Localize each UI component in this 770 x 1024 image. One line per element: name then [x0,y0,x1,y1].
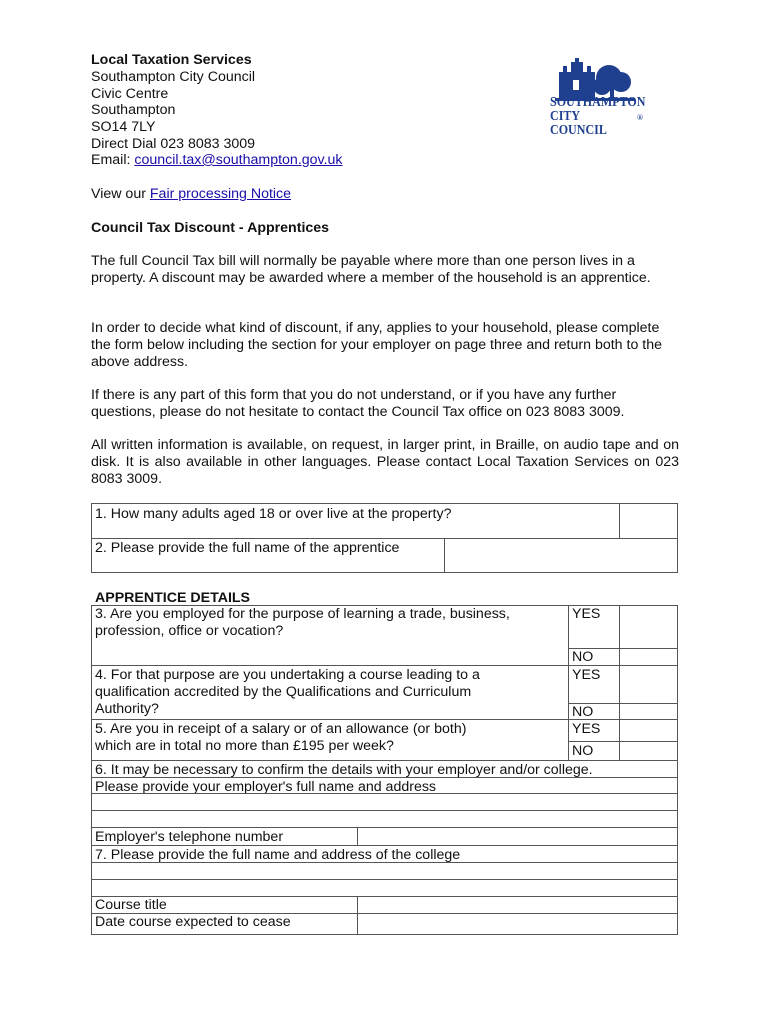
q4-yes-box[interactable] [620,666,677,702]
logo-line-1: SOUTHAMPTON [550,95,646,110]
address-line: Civic Centre [91,86,169,102]
course-end-date-field[interactable] [358,914,677,934]
council-logo [549,52,649,138]
q6-label: 6. It may be necessary to confirm the details with your employer and/or college. [95,762,593,778]
org-name: Local Taxation Services [91,52,252,68]
q3-yes-box[interactable] [620,606,677,647]
q1-label: 1. How many adults aged 18 or over live at the property? [95,506,452,522]
q4-no-label: NO [572,704,594,720]
college-address-field-2[interactable] [92,880,677,895]
paragraph-contact: If there is any part of this form that you do not understand, or if you have any further questions, please do not hesitate to contact the Council Tax office on 023 8083 3009. [91,387,625,420]
row-divider [91,845,678,846]
q3-no-box[interactable] [620,649,677,664]
employer-address-field-2[interactable] [92,811,677,826]
email-link[interactable]: council.tax@southampton.gov.uk [134,152,343,168]
apprentice-details-heading: APPRENTICE DETAILS [95,590,251,606]
course-end-date-label: Date course expected to cease [95,914,291,930]
page-title: Council Tax Discount - Apprentices [91,220,330,236]
q5-yes-box[interactable] [620,720,677,740]
address-line: Southampton City Council [91,69,256,85]
q5-label: 5. Are you in receipt of a salary or of an allowance (or both) [95,721,467,737]
apprentice-name-field[interactable] [445,539,677,572]
q5-no-label: NO [572,743,594,759]
employer-name-address-label: Please provide your employer's full name and address [95,779,437,795]
paragraph-discount: The full Council Tax bill will normally be payable where more than one person lives in a property. A discount may be awarded where a member of the household is an apprentice. [91,253,651,286]
paragraph-accessibility: All written information is available, on request, in larger print, in Braille, on audio tape and on disk. It is also available in other languages. Please contact Local Taxation Services on 023 8083 3009. [91,437,679,487]
q4-label-cont: Authority? [95,701,159,717]
column-divider [568,605,569,760]
employer-phone-label: Employer's telephone number [95,829,284,845]
q3-label: 3. Are you employed for the purpose of learning a trade, business, [95,606,510,622]
q5-yes-label: YES [572,721,601,737]
q4-yes-label: YES [572,667,601,683]
address-line: SO14 7LY [91,119,156,135]
q7-label: 7. Please provide the full name and address of the college [95,847,461,863]
employer-address-field-1[interactable] [92,794,677,809]
employer-phone-field[interactable] [358,828,677,844]
q3-no-label: NO [572,649,594,665]
address-line: Southampton [91,102,176,118]
row-divider [91,760,678,761]
q4-label-cont: qualification accredited by the Qualifications and Curriculum [95,684,472,700]
direct-dial: Direct Dial 023 8083 3009 [91,136,256,152]
logo-registered-mark: ® [637,113,643,122]
email-line [91,152,343,169]
logo-line-2: CITY COUNCIL [550,109,607,138]
college-address-field-1[interactable] [92,863,677,878]
q5-label-cont: which are in total no more than £195 per week? [95,738,394,754]
course-title-label: Course title [95,897,167,913]
q4-label: 4. For that purpose are you undertaking a course leading to a [95,667,480,683]
q4-no-box[interactable] [620,704,677,718]
course-title-field[interactable] [358,897,677,912]
email-label: Email: [91,152,135,168]
paragraph-instructions: In order to decide what kind of discount, if any, applies to your household, please complete the form below including the section for your employer on page three and return both to the above address. [91,320,662,370]
fair-processing-link[interactable]: Fair processing Notice [149,186,292,202]
q2-label: 2. Please provide the full name of the apprentice [95,540,400,556]
q3-label-cont: profession, office or vocation? [95,623,284,639]
fair-notice-prefix: View our [91,186,150,202]
row-divider [91,777,678,778]
adults-count-field[interactable] [620,504,677,537]
fair-notice-line [91,186,291,203]
q5-no-box[interactable] [620,742,677,759]
q3-yes-label: YES [572,606,601,622]
